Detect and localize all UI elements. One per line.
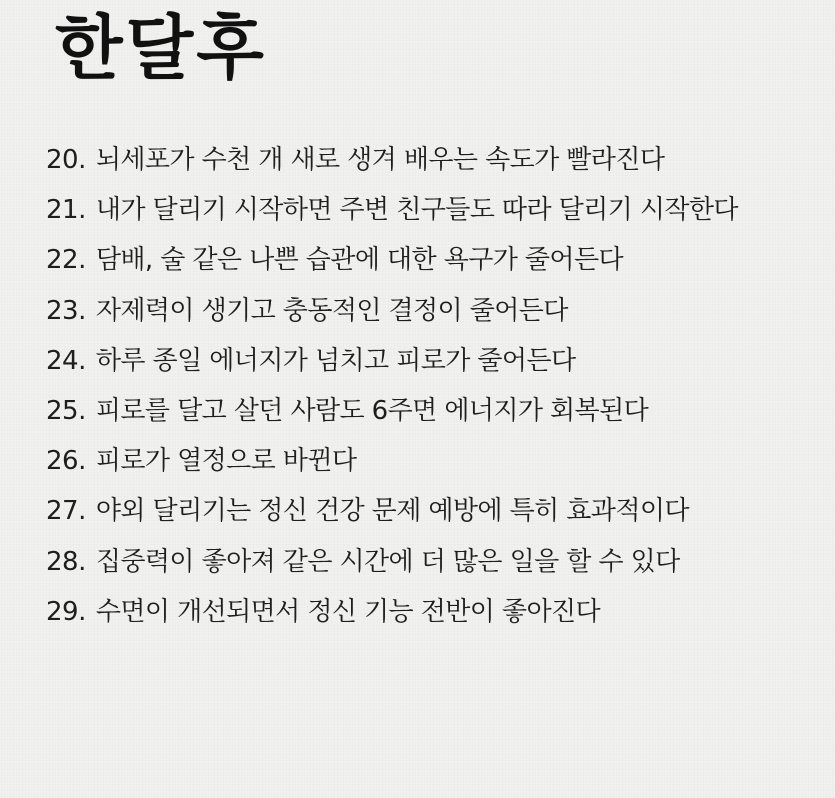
item-text: 피로를 달고 살던 사람도 6주면 에너지가 회복된다 [95, 395, 649, 426]
item-text: 피로가 열정으로 바뀐다 [95, 446, 357, 477]
list-item [46, 388, 738, 438]
item-number: 20. [46, 145, 86, 175]
page-title: 한달후 [55, 7, 267, 89]
item-number: 29. [46, 596, 86, 627]
item-number: 25. [46, 395, 86, 426]
list-item [46, 539, 738, 589]
list-item [46, 187, 738, 237]
item-number: 28. [46, 546, 86, 577]
benefit-list [46, 137, 738, 639]
item-text: 내가 달리기 시작하면 주변 친구들도 따라 달리기 시작한다 [95, 195, 738, 226]
item-text: 수면이 개선되면서 정신 기능 전반이 좋아진다 [95, 596, 600, 627]
list-item [46, 137, 738, 187]
item-text: 자제력이 생기고 충동적인 결정이 줄어든다 [95, 295, 568, 326]
list-item [46, 237, 738, 287]
list-item [46, 488, 738, 538]
item-text: 집중력이 좋아져 같은 시간에 더 많은 일을 할 수 있다 [95, 546, 680, 577]
item-text: 뇌세포가 수천 개 새로 생겨 배우는 속도가 빨라진다 [95, 145, 665, 175]
item-number: 23. [46, 295, 86, 326]
item-text: 담배, 술 같은 나쁜 습관에 대한 욕구가 줄어든다 [95, 245, 623, 276]
item-number: 24. [46, 345, 86, 376]
item-number: 27. [46, 496, 86, 527]
item-number: 22. [46, 245, 86, 276]
list-item [46, 438, 738, 488]
item-text: 하루 종일 에너지가 넘치고 피로가 줄어든다 [95, 345, 576, 376]
list-item [46, 288, 738, 338]
item-number: 21. [46, 195, 86, 226]
item-number: 26. [46, 446, 86, 477]
item-text: 야외 달리기는 정신 건강 문제 예방에 특히 효과적이다 [95, 496, 689, 527]
list-item [46, 589, 738, 639]
list-item [46, 338, 738, 388]
